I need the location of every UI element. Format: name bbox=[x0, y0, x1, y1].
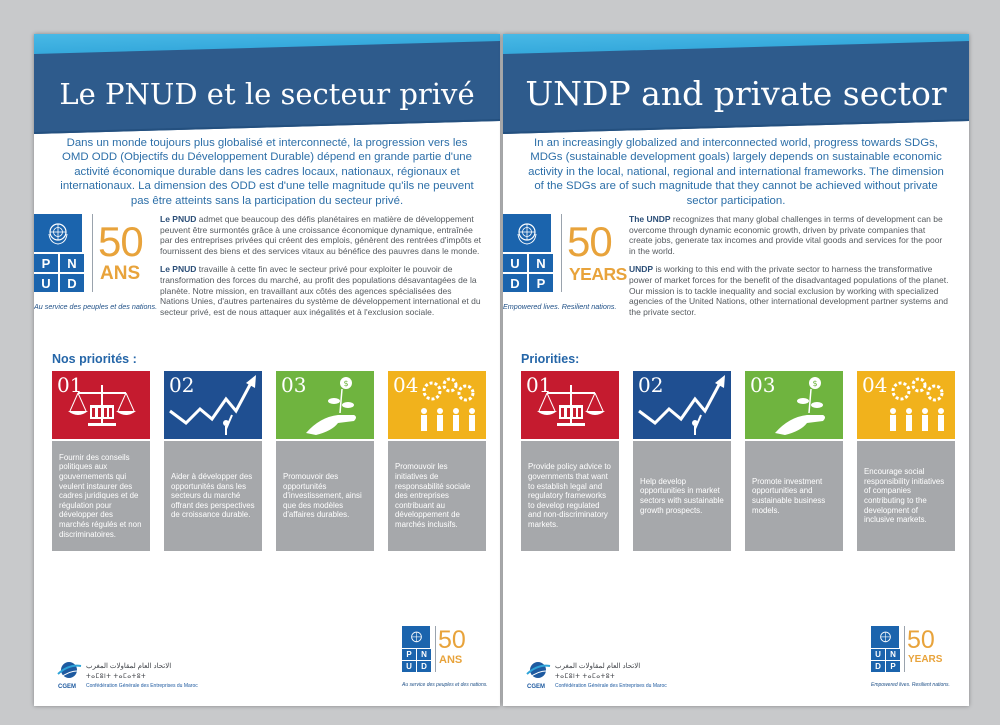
logo-divider bbox=[92, 214, 93, 292]
intro-text: Dans un monde toujours plus globalisé et interconnecté, la progression vers les OMD ODD (Objectifs du Développement Durable) dépend en grande partie d'une activité économique durable dans les cadres locaux, nationaux, régionaux et internationaux. La dimension des ODD est d'une telle magnitude qu'ils ne peuvent pas être atteints sans la participation du secteur privé. bbox=[60, 137, 474, 207]
poster-title: Le PNUD et le secteur privé bbox=[59, 77, 475, 111]
cgem-globe-icon bbox=[525, 658, 551, 684]
cgem-logo bbox=[56, 656, 198, 696]
logo-divider bbox=[561, 214, 562, 292]
logo-letter: D bbox=[417, 661, 431, 672]
logo-letter: N bbox=[529, 254, 553, 272]
card-text: Help develop opportunities in market sectors with sustainable growth prospects. bbox=[633, 441, 731, 551]
un-globe-icon bbox=[402, 626, 430, 648]
priority-card-4 bbox=[857, 371, 955, 551]
card-text: Aider à développer des opportunités dans les secteurs du marché offrant des perspectives de croissance durable. bbox=[164, 441, 262, 551]
logo-fifty: 50 bbox=[567, 218, 612, 265]
svg-text:$: $ bbox=[812, 379, 818, 388]
paragraph-lead: Le PNUD bbox=[160, 214, 197, 224]
card-text: Promouvoir des opportunités d'investissement, ainsi que des modèles d'affaires durables. bbox=[276, 441, 374, 551]
logo-fifty-word: ANS bbox=[100, 263, 141, 284]
card-number: 02 bbox=[169, 373, 195, 397]
undp-50-logo bbox=[34, 214, 162, 314]
logo-fifty-word: YEARS bbox=[908, 654, 943, 665]
logo-tagline: Au service des peuples et des nations. bbox=[402, 682, 488, 688]
cgem-arabic-name: الاتحاد العام لمقاولات المغرب bbox=[555, 663, 641, 670]
card-header bbox=[388, 371, 486, 439]
un-globe-icon bbox=[871, 626, 899, 648]
priorities-heading: Nos priorités : bbox=[52, 352, 137, 366]
card-number: 04 bbox=[393, 373, 419, 397]
priority-card-2 bbox=[633, 371, 731, 551]
priorities-heading: Priorities: bbox=[521, 352, 580, 366]
poster-french bbox=[34, 34, 500, 706]
cgem-globe-icon bbox=[56, 658, 82, 684]
priority-card-1 bbox=[52, 371, 150, 551]
card-number: 03 bbox=[750, 373, 776, 397]
paragraph-2: UNDP is working to this end with the private sector to harness the transformative power of market forces for the benefit of the disadvantaged populations of the planet. Our mission is to tackle inequality and social exclusion by working with specialized agencies of the United Nations, other international development partner systems and the private sector. bbox=[629, 264, 949, 317]
intro-text: In an increasingly globalized and interconnected world, progress towards SDGs, MDGs (sustainable development goals) largely depends on sustainable economic activity in the local, national, regional and international frameworks. The dimension of the SDGs are of such magnitude that they cannot be achieved without private sector participation. bbox=[528, 137, 944, 207]
card-number: 02 bbox=[638, 373, 664, 397]
logo-tagline: Empowered lives. Resilient nations. bbox=[503, 302, 617, 311]
logo-fifty-word: YEARS bbox=[569, 264, 627, 284]
logo-letter: U bbox=[402, 661, 416, 672]
card-text: Promote investment opportunities and sustainable business models. bbox=[745, 441, 843, 551]
cgem-tifinagh-name: ⵜⴰⵎⵓⵏⵜ ⵜⴰⵎⴰⵜⵓⵜ bbox=[86, 674, 147, 680]
logo-letter: D bbox=[871, 661, 885, 672]
cgem-french-name: Confédération Générale des Entreprises du Maroc bbox=[555, 683, 667, 689]
card-number: 03 bbox=[281, 373, 307, 397]
un-globe-icon bbox=[503, 214, 551, 252]
footer-undp-logo bbox=[402, 626, 488, 698]
priority-card-1 bbox=[521, 371, 619, 551]
cgem-arabic-name: الاتحاد العام لمقاولات المغرب bbox=[86, 663, 172, 670]
body-text bbox=[629, 214, 951, 325]
logo-letter: U bbox=[503, 254, 527, 272]
logo-fifty: 50 bbox=[98, 218, 143, 265]
cgem-tifinagh-name: ⵜⴰⵎⵓⵏⵜ ⵜⴰⵎⴰⵜⵓⵜ bbox=[555, 674, 616, 680]
card-text: Promouvoir les initiatives de responsabilité sociale des entreprises contribuant au développement de marchés inclusifs. bbox=[388, 441, 486, 551]
logo-fifty: 50 bbox=[907, 626, 935, 654]
card-text: Provide policy advice to governments that want to establish legal and regulatory frameworks to develop regulated and non-discriminatory markets. bbox=[521, 441, 619, 551]
priority-cards bbox=[52, 371, 486, 551]
logo-letter: P bbox=[529, 274, 553, 292]
poster-english bbox=[503, 34, 969, 706]
undp-tiles bbox=[34, 214, 82, 292]
footer-undp-logo bbox=[871, 626, 957, 698]
priority-cards bbox=[521, 371, 955, 551]
priority-card-3 bbox=[745, 371, 843, 551]
paragraph-1: Le PNUD admet que beaucoup des défis planétaires en matière de développement peuvent être surmontés grâce à une croissance économique dynamique, entraînée par des entreprises privées qui créent des emplois, génèrent des rentrées d'impôts et fournissent des biens et des services vitaux au bénéfice des pauvres dans le monde. bbox=[160, 214, 482, 256]
logo-letter: D bbox=[60, 274, 84, 292]
undp-tiles bbox=[503, 214, 551, 292]
cgem-label: CGEM bbox=[58, 684, 76, 690]
logo-letter: U bbox=[871, 649, 885, 660]
card-number: 01 bbox=[526, 373, 552, 397]
priority-card-3 bbox=[276, 371, 374, 551]
logo-letter: N bbox=[417, 649, 431, 660]
card-header bbox=[164, 371, 262, 439]
logo-fifty-word: ANS bbox=[439, 654, 463, 666]
logo-letter: U bbox=[34, 274, 58, 292]
card-text: Fournir des conseils politiques aux gouvernements qui veulent instaurer des cadres juridiques et de régulation pour développer des marchés régulés et non discriminatoires. bbox=[52, 441, 150, 551]
paragraph-1: The UNDP recognizes that many global challenges in terms of development can be overcome through dynamic economic growth, driven by private companies that create jobs, generate tax incomes and provide vital goods and services for the poor in the world. bbox=[629, 214, 943, 256]
logo-letter: P bbox=[886, 661, 900, 672]
logo-letter: N bbox=[886, 649, 900, 660]
priority-card-2 bbox=[164, 371, 262, 551]
card-header bbox=[633, 371, 731, 439]
cgem-logo bbox=[525, 656, 667, 696]
svg-text:$: $ bbox=[343, 379, 349, 388]
card-number: 04 bbox=[862, 373, 888, 397]
priority-card-4 bbox=[388, 371, 486, 551]
paragraph-2: Le PNUD travaille à cette fin avec le secteur privé pour exploiter le pouvoir de transformation des forces du marché, au profit des populations désavantagées de la planète. Notre mission, en travaillant aux côtés des agences spécialisées des Nations Unies, d'autres partenaires du système de développement international et du secteur privé, est de nous attaquer aux inégalités et à l'exclusion sociale. bbox=[160, 264, 481, 317]
card-text: Encourage social responsibility initiatives of companies contributing to the development of inclusive markets. bbox=[857, 441, 955, 551]
logo-letter: P bbox=[34, 254, 58, 272]
card-header bbox=[276, 371, 374, 439]
logo-letter: P bbox=[402, 649, 416, 660]
card-header bbox=[52, 371, 150, 439]
paragraph-lead: Le PNUD bbox=[160, 264, 197, 275]
cgem-french-name: Confédération Générale des Entreprises du Maroc bbox=[86, 683, 198, 689]
card-number: 01 bbox=[57, 373, 83, 397]
poster-title: UNDP and private sector bbox=[525, 74, 947, 113]
body-text bbox=[160, 214, 482, 325]
logo-letter: N bbox=[60, 254, 84, 272]
card-header bbox=[521, 371, 619, 439]
cgem-label: CGEM bbox=[527, 684, 545, 690]
paragraph-lead: The UNDP bbox=[629, 214, 671, 224]
logo-tagline: Empowered lives. Resilient nations. bbox=[871, 682, 950, 688]
logo-fifty: 50 bbox=[438, 626, 466, 654]
card-header bbox=[745, 371, 843, 439]
card-header bbox=[857, 371, 955, 439]
un-globe-icon bbox=[34, 214, 82, 252]
logo-tagline: Au service des peuples et des nations. bbox=[34, 302, 158, 311]
logo-letter: D bbox=[503, 274, 527, 292]
paragraph-lead: UNDP bbox=[629, 264, 654, 275]
undp-50-logo bbox=[503, 214, 631, 314]
